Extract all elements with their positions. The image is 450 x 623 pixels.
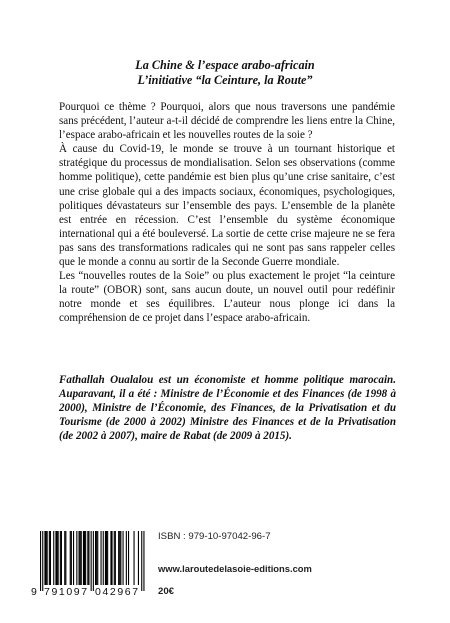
barcode-bar xyxy=(143,531,144,591)
barcode-bars xyxy=(29,531,149,591)
barcode-bar xyxy=(81,531,82,585)
title-line-1: La Chine & l’espace arabo-africain xyxy=(135,58,315,72)
barcode-bar xyxy=(44,531,45,585)
barcode-bar xyxy=(120,531,121,585)
barcode-bar xyxy=(107,531,108,585)
summary-text xyxy=(59,100,395,326)
barcode-bar xyxy=(93,531,94,591)
barcode-bar xyxy=(73,531,74,585)
barcode-bar xyxy=(87,531,88,585)
barcode-bar xyxy=(97,531,98,585)
barcode-bar xyxy=(114,531,115,585)
barcode-bar xyxy=(47,531,48,585)
barcode-bar xyxy=(60,531,61,585)
barcode-bar xyxy=(141,531,142,591)
barcode-right-digits: 042967 xyxy=(95,586,140,598)
price-label: 20€ xyxy=(158,586,175,597)
barcode-bar xyxy=(88,531,89,585)
paragraph-2: À cause du Covid-19, le monde se trouve à un tournant historique et stratégique du processus de mondialisation. Selon ses observations (comme homme politique), cette pandémie est bien plus qu’une crise sanitaire, c’est une crise globale qui a des impacts sociaux, économiques, psychologiques, politiques dévastateurs sur l’ensemble des pays. L’ensemble de la planète est entrée en récession. C’est l’ensemble du système économique international qui a été bouleversé. La sortie de cette crise majeure ne se fera pas sans des transformations radicales qui ne sont pas sans rappeler celles que le monde a connu au sortir de la Seconde Guerre mondiale. xyxy=(59,143,395,269)
barcode-bar xyxy=(103,531,104,585)
book-title xyxy=(30,58,420,88)
barcode-bar xyxy=(40,531,41,591)
barcode-bar xyxy=(115,531,116,585)
author-bio xyxy=(59,373,396,443)
barcode-bar xyxy=(58,531,59,585)
barcode-bar xyxy=(138,531,139,585)
barcode-bar xyxy=(96,531,97,585)
title-line-2: L’initiative “la Ceinture, la Route” xyxy=(137,73,313,87)
barcode-bar xyxy=(119,531,120,585)
barcode-bar xyxy=(110,531,111,585)
barcode-bar xyxy=(46,531,47,585)
barcode-bar xyxy=(106,531,107,585)
barcode-bar xyxy=(64,531,65,585)
barcode-bar xyxy=(91,531,92,591)
isbn-label: ISBN : 979-10-97042-96-7 xyxy=(158,531,271,542)
barcode-bar xyxy=(53,531,54,585)
barcode-digits xyxy=(29,586,149,600)
barcode-bar xyxy=(80,531,81,585)
barcode-bar xyxy=(42,531,43,591)
barcode-bar xyxy=(83,531,84,585)
barcode-bar xyxy=(70,531,71,585)
barcode-bar xyxy=(128,531,129,585)
barcode-bar xyxy=(65,531,66,585)
barcode-bar xyxy=(55,531,56,585)
barcode-bar xyxy=(71,531,72,585)
barcode-left-digits: 791097 xyxy=(44,586,89,598)
barcode-bar xyxy=(101,531,102,585)
barcode-bar xyxy=(49,531,50,585)
barcode-bar xyxy=(118,531,119,585)
barcode-bar xyxy=(112,531,113,585)
barcode-bar xyxy=(50,531,51,585)
barcode-bar xyxy=(123,531,124,585)
barcode-bar xyxy=(76,531,77,585)
barcode-bar xyxy=(134,531,135,585)
barcode-bar xyxy=(57,531,58,585)
publisher-website: www.laroutedelasoie-editions.com xyxy=(158,563,312,574)
author-bio-text: Fathallah Oualalou est un économiste et homme politique marocain. Auparavant, il a été : Ministre de l’Économie et des Finances (de 1998 à 2000), Ministre de l’Économie, des Finances, de la Privatisation et du Tourisme (de 2000 à 2002) Ministre des Finances et de la Privatisation (de 2002 à 2007), maire de Rabat (de 2009 à 2015). xyxy=(59,374,396,443)
barcode-bar xyxy=(79,531,80,585)
barcode-bar xyxy=(84,531,85,585)
barcode-bar xyxy=(95,531,96,585)
barcode-bar xyxy=(85,531,86,585)
barcode-bar xyxy=(105,531,106,585)
paragraph-3: Les “nouvelles routes de la Soie” ou plus exactement le projet “la ceinture la route” (OBOR) sont, sans aucun doute, un nouvel outil pour redéfinir notre monde et ses équilibres. L’auteur nous plonge ici dans la compréhension de ce projet dans l’espace arabo-africain. xyxy=(59,270,395,325)
barcode xyxy=(29,531,149,603)
barcode-bar xyxy=(61,531,62,585)
barcode-bar xyxy=(126,531,127,585)
barcode-lead-digit: 9 xyxy=(31,586,37,598)
paragraph-1: Pourquoi ce thème ? Pourquoi, alors que nous traversons une pandémie sans précédent, l’auteur a-t-il décidé de comprendre les liens entre la Chine, l’espace arabo-africain et les nouvelles routes de la soie ? xyxy=(59,101,395,142)
